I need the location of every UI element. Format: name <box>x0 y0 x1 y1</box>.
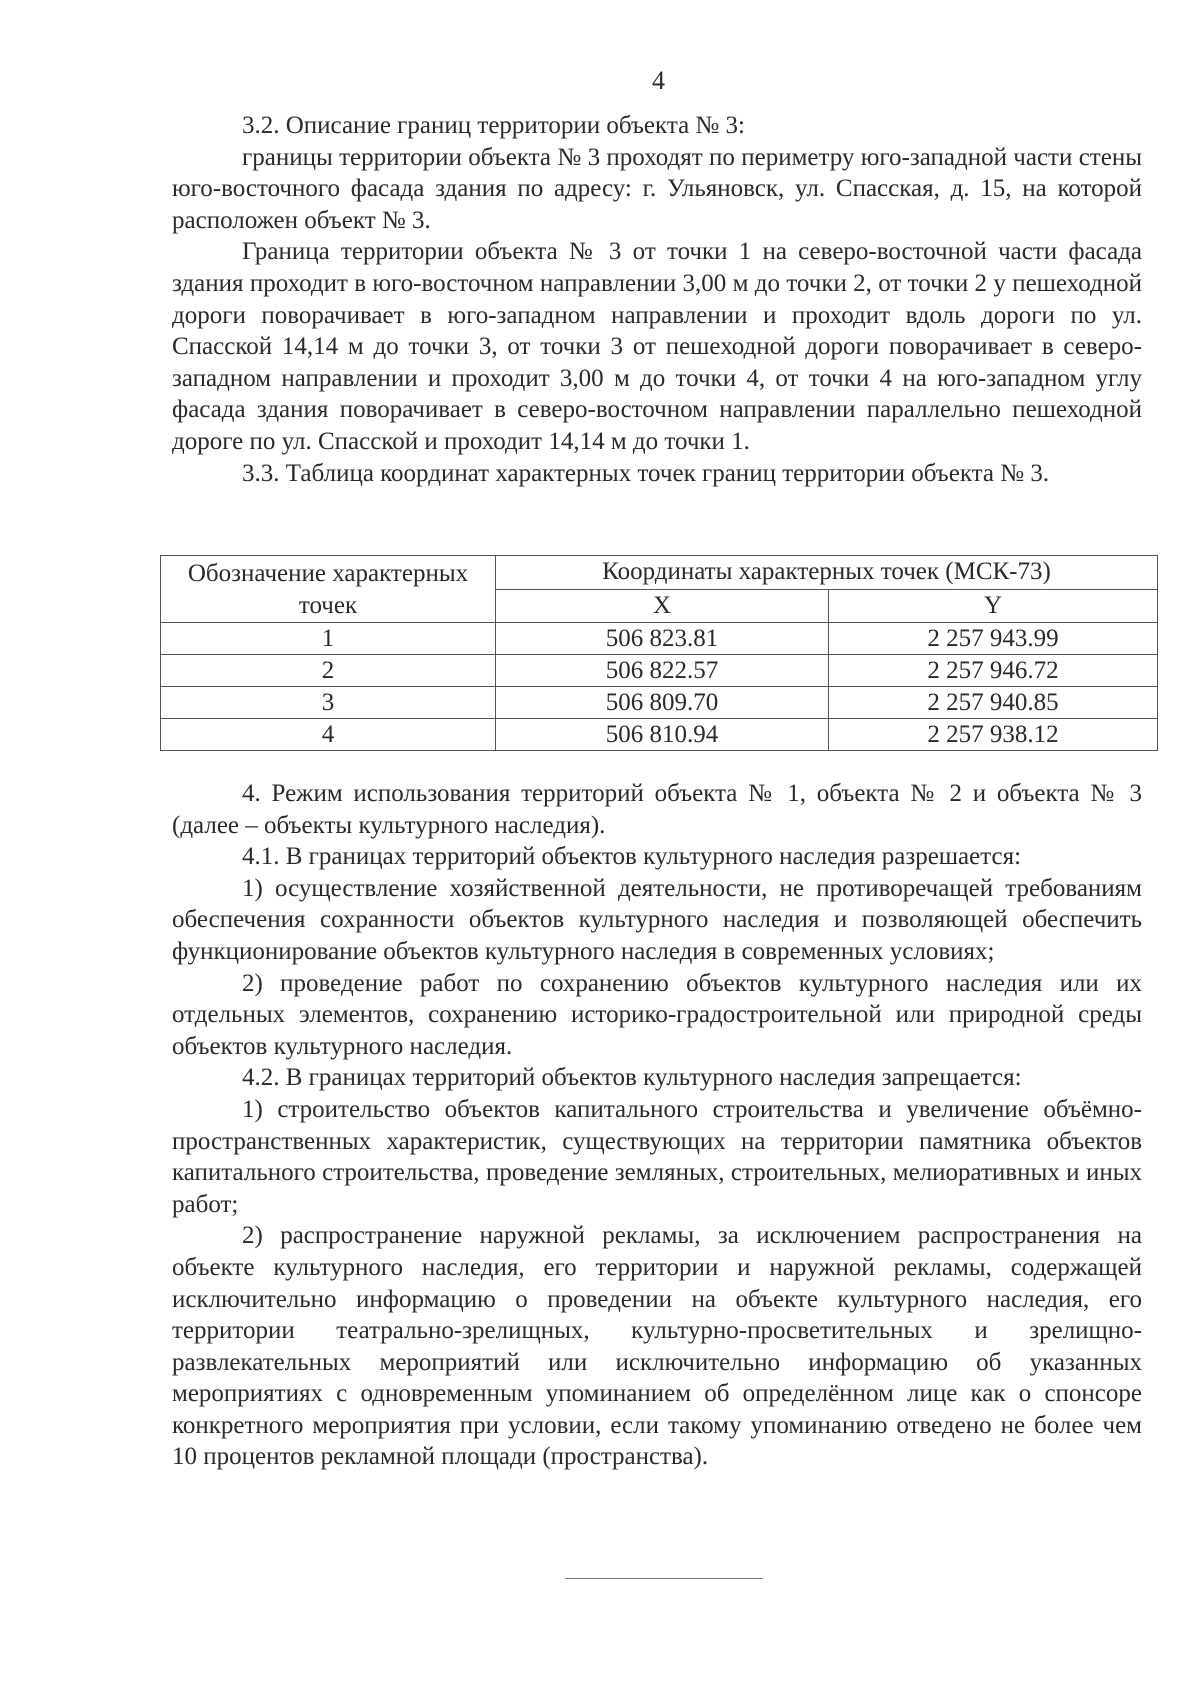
section-3-2-paragraph: Граница территории объекта № 3 от точки 1 на северо-восточной части фасада здания проходит в юго-восточном направлении 3,00 м до точки 2, от точки 2 у пешеходной дороги поворачивает в юго-западном направлении и проходит вдоль дороги по ул. Спасской 14,14 м до точки 3, от точки 3 от пешеходной дороги поворачивает в северо-западном направлении и проходит 3,00 м до точки 4, от точки 4 на юго-западном углу фасада здания поворачивает в северо-восточном направлении параллельно пешеходной дороге по ул. Спасской и проходит 14,14 м до точки 1. <box>172 238 1142 455</box>
end-of-document-rule <box>565 1578 763 1579</box>
header-coordinates: Координаты характерных точек (МСК-73) <box>496 556 1158 590</box>
header-y: Y <box>829 589 1158 623</box>
section-4-heading: 4. Режим использования территорий объекта № 1, объекта № 2 и объекта № 3 (далее – объекты культурного наследия). <box>172 780 1142 839</box>
table-row <box>161 655 1158 687</box>
section-4-1-item: 2) проведение работ по сохранению объектов культурного наследия или их отдельных элементов, сохранению историко-градостроительной или природной среды объектов культурного наследия. <box>172 969 1142 1060</box>
section-3-2-paragraph: границы территории объекта № 3 проходят по периметру юго-западной части стены юго-восточного фасада здания по адресу: г. Ульяновск, ул. Спасская, д. 15, на которой расположен объект № 3. <box>172 143 1142 234</box>
cell-y: 2 257 943.99 <box>829 623 1158 655</box>
table-row <box>161 687 1158 719</box>
cell-y: 2 257 940.85 <box>829 687 1158 719</box>
section-4-1-heading: 4.1. В границах территорий объектов культурного наследия разрешается: <box>242 843 1022 871</box>
header-designation: Обозначение характерных точек <box>161 556 496 623</box>
section-3-3-heading: 3.3. Таблица координат характерных точек границ территории объекта № 3. <box>242 459 1050 487</box>
cell-x: 506 823.81 <box>496 623 829 655</box>
cell-point: 1 <box>161 623 496 655</box>
table-row <box>161 719 1158 751</box>
cell-y: 2 257 938.12 <box>829 719 1158 751</box>
page-number: 4 <box>652 66 666 95</box>
section-4-block <box>172 778 1142 1473</box>
section-3-2-block <box>172 110 1142 489</box>
coordinates-table <box>160 555 1158 751</box>
section-4-1-item: 1) осуществление хозяйственной деятельности, не противоречащей требованиям обеспечения сохранности объектов культурного наследия и позволяющей обеспечить функционирование объектов культурного наследия в современных условиях; <box>172 874 1142 965</box>
section-3-2-heading: 3.2. Описание границ территории объекта № 3: <box>242 112 745 139</box>
header-x: X <box>496 589 829 623</box>
cell-point: 3 <box>161 687 496 719</box>
cell-point: 2 <box>161 655 496 687</box>
section-4-2-heading: 4.2. В границах территорий объектов культурного наследия запрещается: <box>242 1064 1022 1092</box>
table-row <box>161 623 1158 655</box>
table-header-row <box>161 556 1158 590</box>
cell-x: 506 822.57 <box>496 655 829 687</box>
cell-x: 506 809.70 <box>496 687 829 719</box>
cell-x: 506 810.94 <box>496 719 829 751</box>
section-4-2-item: 1) строительство объектов капитального строительства и увеличение объёмно-пространственных характеристик, существующих на территории памятника объектов капитального строительства, проведение земляных, строительных, мелиоративных и иных работ; <box>172 1095 1142 1218</box>
cell-point: 4 <box>161 719 496 751</box>
section-4-2-item: 2) распространение наружной рекламы, за исключением распространения на объекте культурного наследия, его территории и наружной рекламы, содержащей исключительно информацию о проведении на объекте культурного наследия, его территории театрально-зрелищных, культурно-просветительных и зрелищно-развлекательных мероприятий или исключительно информацию об указанных мероприятиях с одновременным упоминанием об определённом лице как о спонсоре конкретного мероприятия при условии, если такому упоминанию отведено не более чем 10 процентов рекламной площади (пространства). <box>172 1222 1142 1471</box>
cell-y: 2 257 946.72 <box>829 655 1158 687</box>
